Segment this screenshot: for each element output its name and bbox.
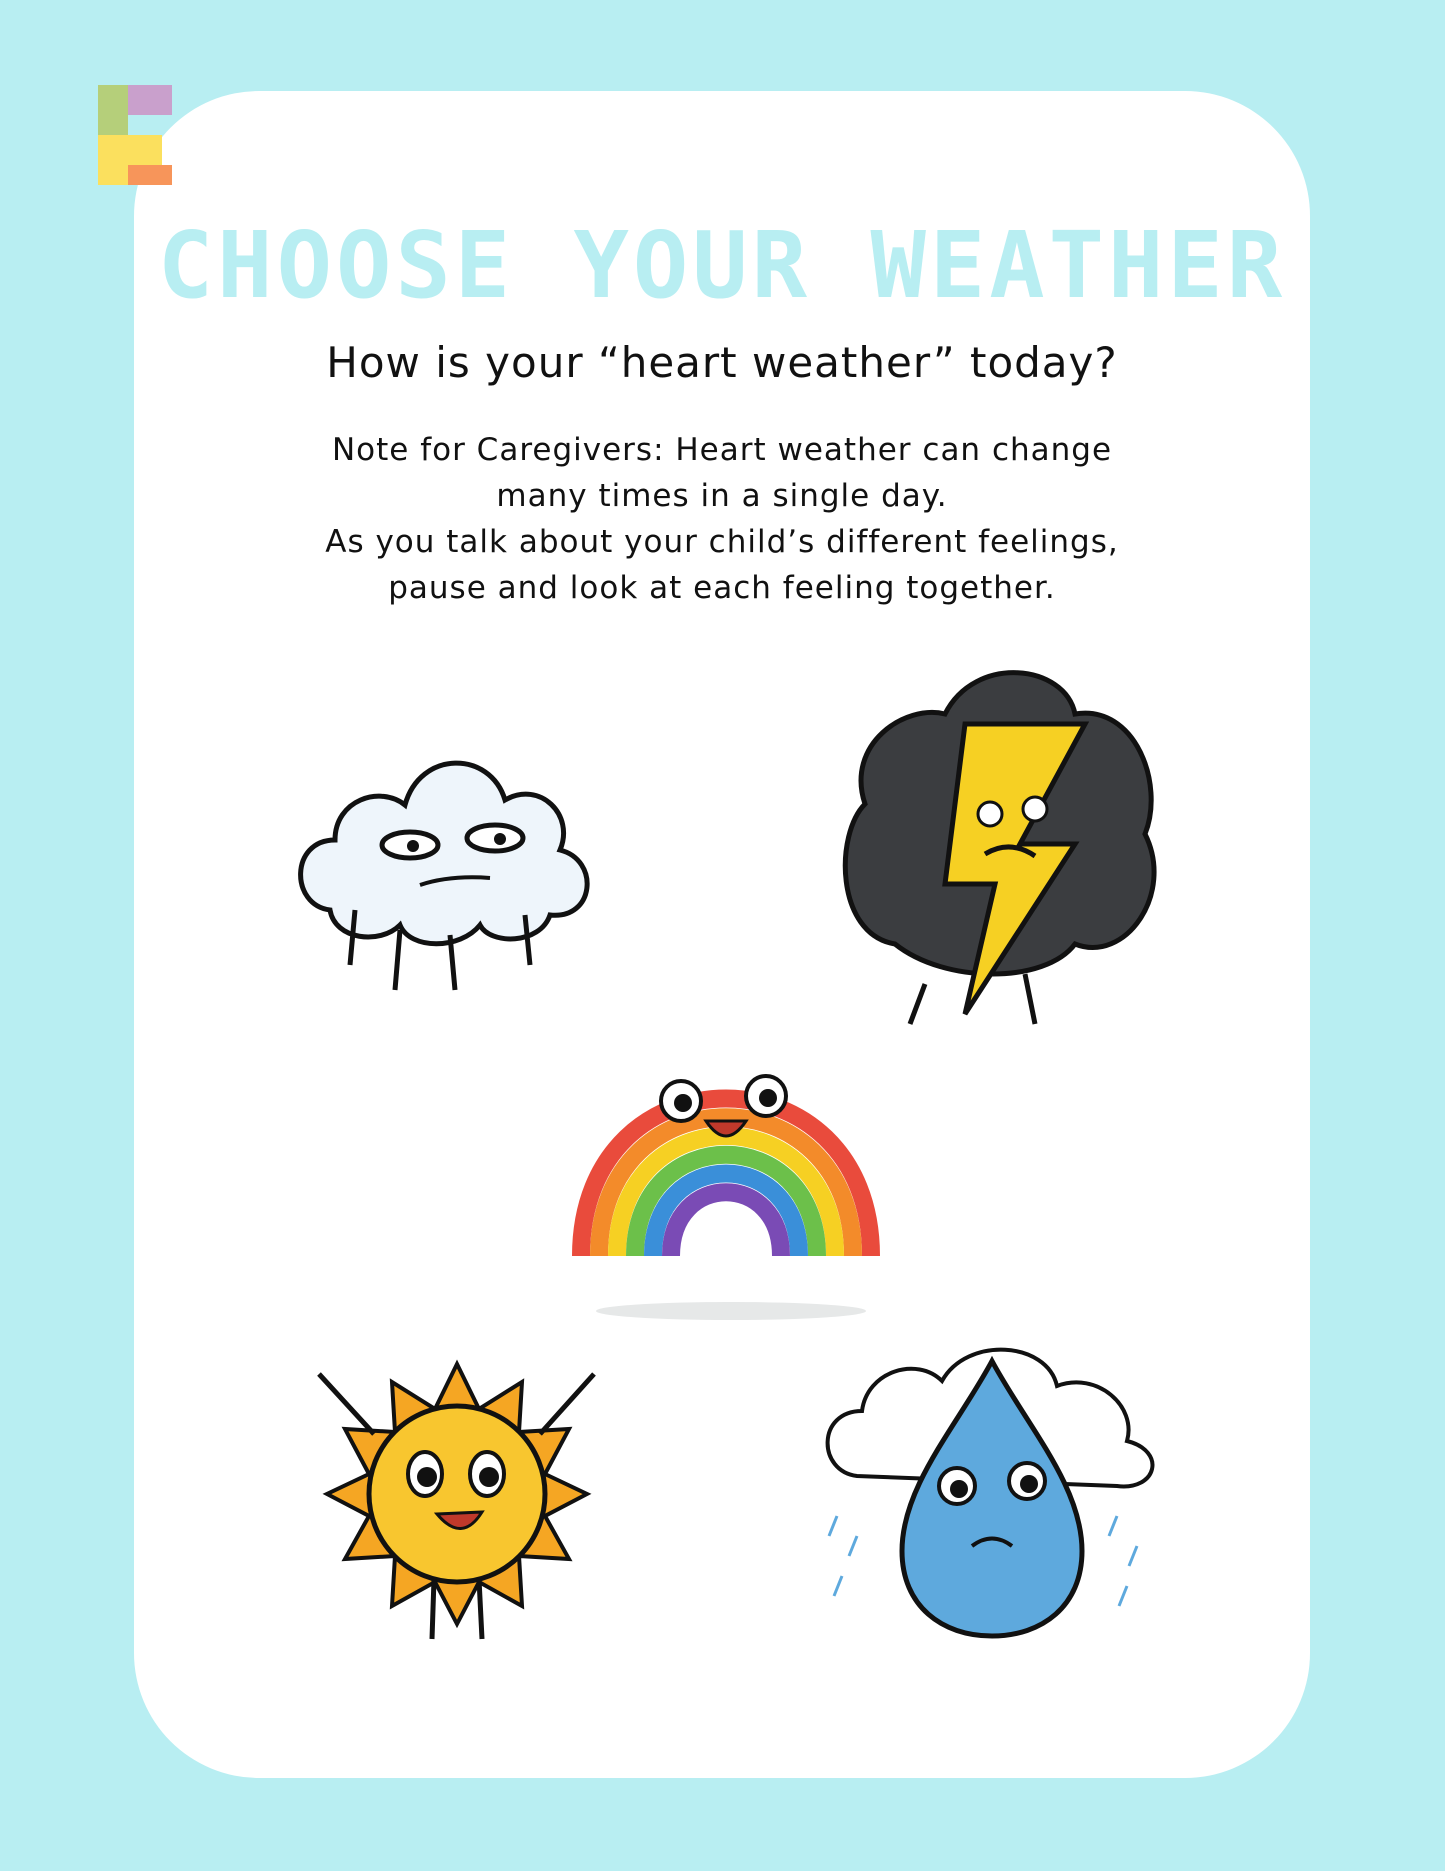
page-title: CHOOSE YOUR WEATHER — [157, 212, 1287, 319]
angry-storm-illustration — [835, 644, 1175, 1039]
unsure-cloud-illustration — [290, 740, 605, 1005]
caregiver-note — [134, 427, 1310, 611]
note-line: Note for Caregivers: Heart weather can change — [331, 432, 1113, 468]
note-line: As you talk about your child’s different feelings, — [325, 524, 1119, 560]
note-line: many times in a single day. — [496, 478, 948, 514]
happy-rainbow-illustration — [561, 1026, 891, 1321]
sad-raindrop-illustration — [817, 1336, 1163, 1652]
page-subtitle: How is your “heart weather” today? — [326, 338, 1118, 387]
joyful-sun-illustration — [284, 1354, 630, 1654]
note-line: pause and look at each feeling together. — [388, 570, 1056, 606]
puzzle-logo-icon — [98, 85, 172, 185]
